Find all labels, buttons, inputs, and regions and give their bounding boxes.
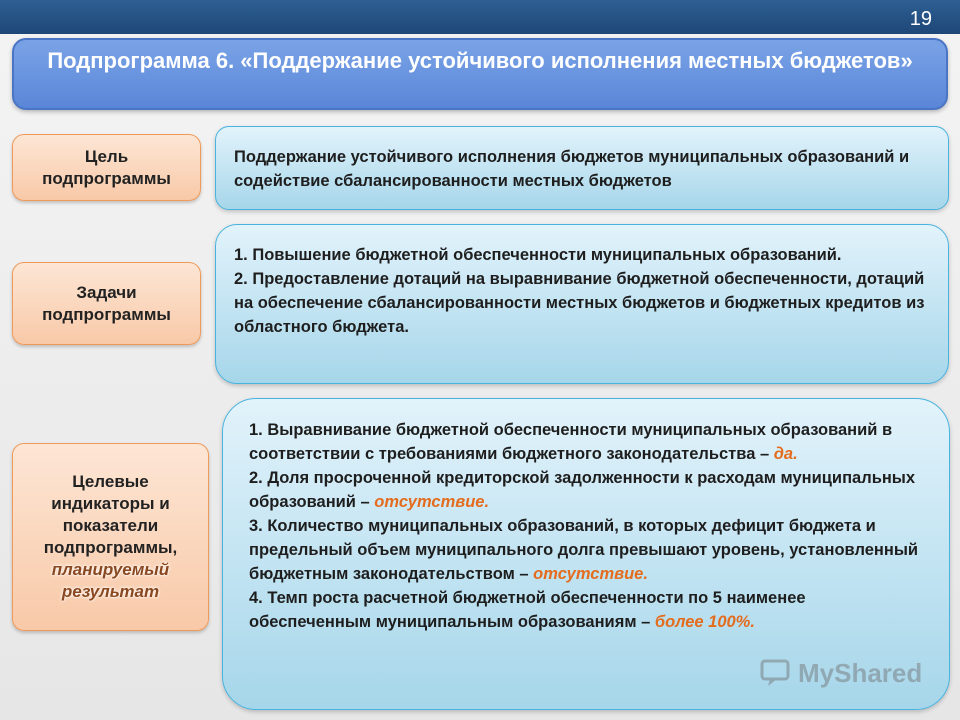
tasks-box <box>215 224 949 384</box>
indicator-text: 4. Темп роста расчетной бюджетной обеспеченности по 5 наименее обеспеченным муниципальным образованиям – <box>249 589 806 631</box>
page-number: 19 <box>909 8 932 30</box>
indicators-label-line: Целевые <box>72 472 149 491</box>
planned-result-label: планируемый <box>51 560 170 579</box>
indicators-label-line: подпрограммы, <box>43 538 178 557</box>
indicator-result: да. <box>773 445 798 463</box>
indicator-item <box>249 514 923 586</box>
page-title: Подпрограмма 6. «Поддержание устойчивого исполнения местных бюджетов» <box>12 38 948 110</box>
indicator-item <box>249 418 923 466</box>
tasks-label-line: подпрограммы <box>42 304 171 324</box>
indicator-text: 1. Выравнивание бюджетной обеспеченности муниципальных образований в соответствии с требованиями бюджетного законодательства – <box>249 421 893 463</box>
indicator-item <box>249 466 923 514</box>
indicators-label <box>12 443 209 631</box>
task-item: 1. Повышение бюджетной обеспеченности муниципальных образований. <box>234 246 842 264</box>
indicator-text: 3. Количество муниципальных образований, в которых дефицит бюджета и предельный объем муниципального долга превышают уровень, установленный бюджетным законодательством – <box>249 517 919 583</box>
myshared-logo-icon <box>760 658 794 688</box>
goal-text: Поддержание устойчивого исполнения бюджетов муниципальных образований и содействие сбалансированности местных бюджетов <box>234 148 910 190</box>
goal-label <box>12 134 201 201</box>
indicator-result: отсутствие. <box>374 493 490 511</box>
indicator-result: более 100%. <box>654 613 755 631</box>
watermark <box>760 656 930 690</box>
tasks-label-line: Задачи <box>76 282 137 302</box>
indicators-label-line: индикаторы и <box>51 494 170 513</box>
indicator-text: 2. Доля просроченной кредиторской задолженности к расходам муниципальных образований – <box>249 469 916 511</box>
indicators-label-line: показатели <box>62 516 159 535</box>
goal-label-line: Цель <box>84 146 129 166</box>
watermark-text: MyShared <box>798 657 923 688</box>
planned-result-label: результат <box>61 582 160 601</box>
goal-label-line: подпрограммы <box>42 168 171 188</box>
indicator-item <box>249 586 923 634</box>
task-item: 2. Предоставление дотаций на выравнивание бюджетной обеспеченности, дотаций на обеспечение сбалансированности местных бюджетов и бюджетных кредитов из областного бюджета. <box>234 270 925 336</box>
tasks-label <box>12 262 201 345</box>
top-bar <box>0 0 960 34</box>
goal-box <box>215 126 949 210</box>
indicator-result: отсутствие. <box>533 565 648 583</box>
